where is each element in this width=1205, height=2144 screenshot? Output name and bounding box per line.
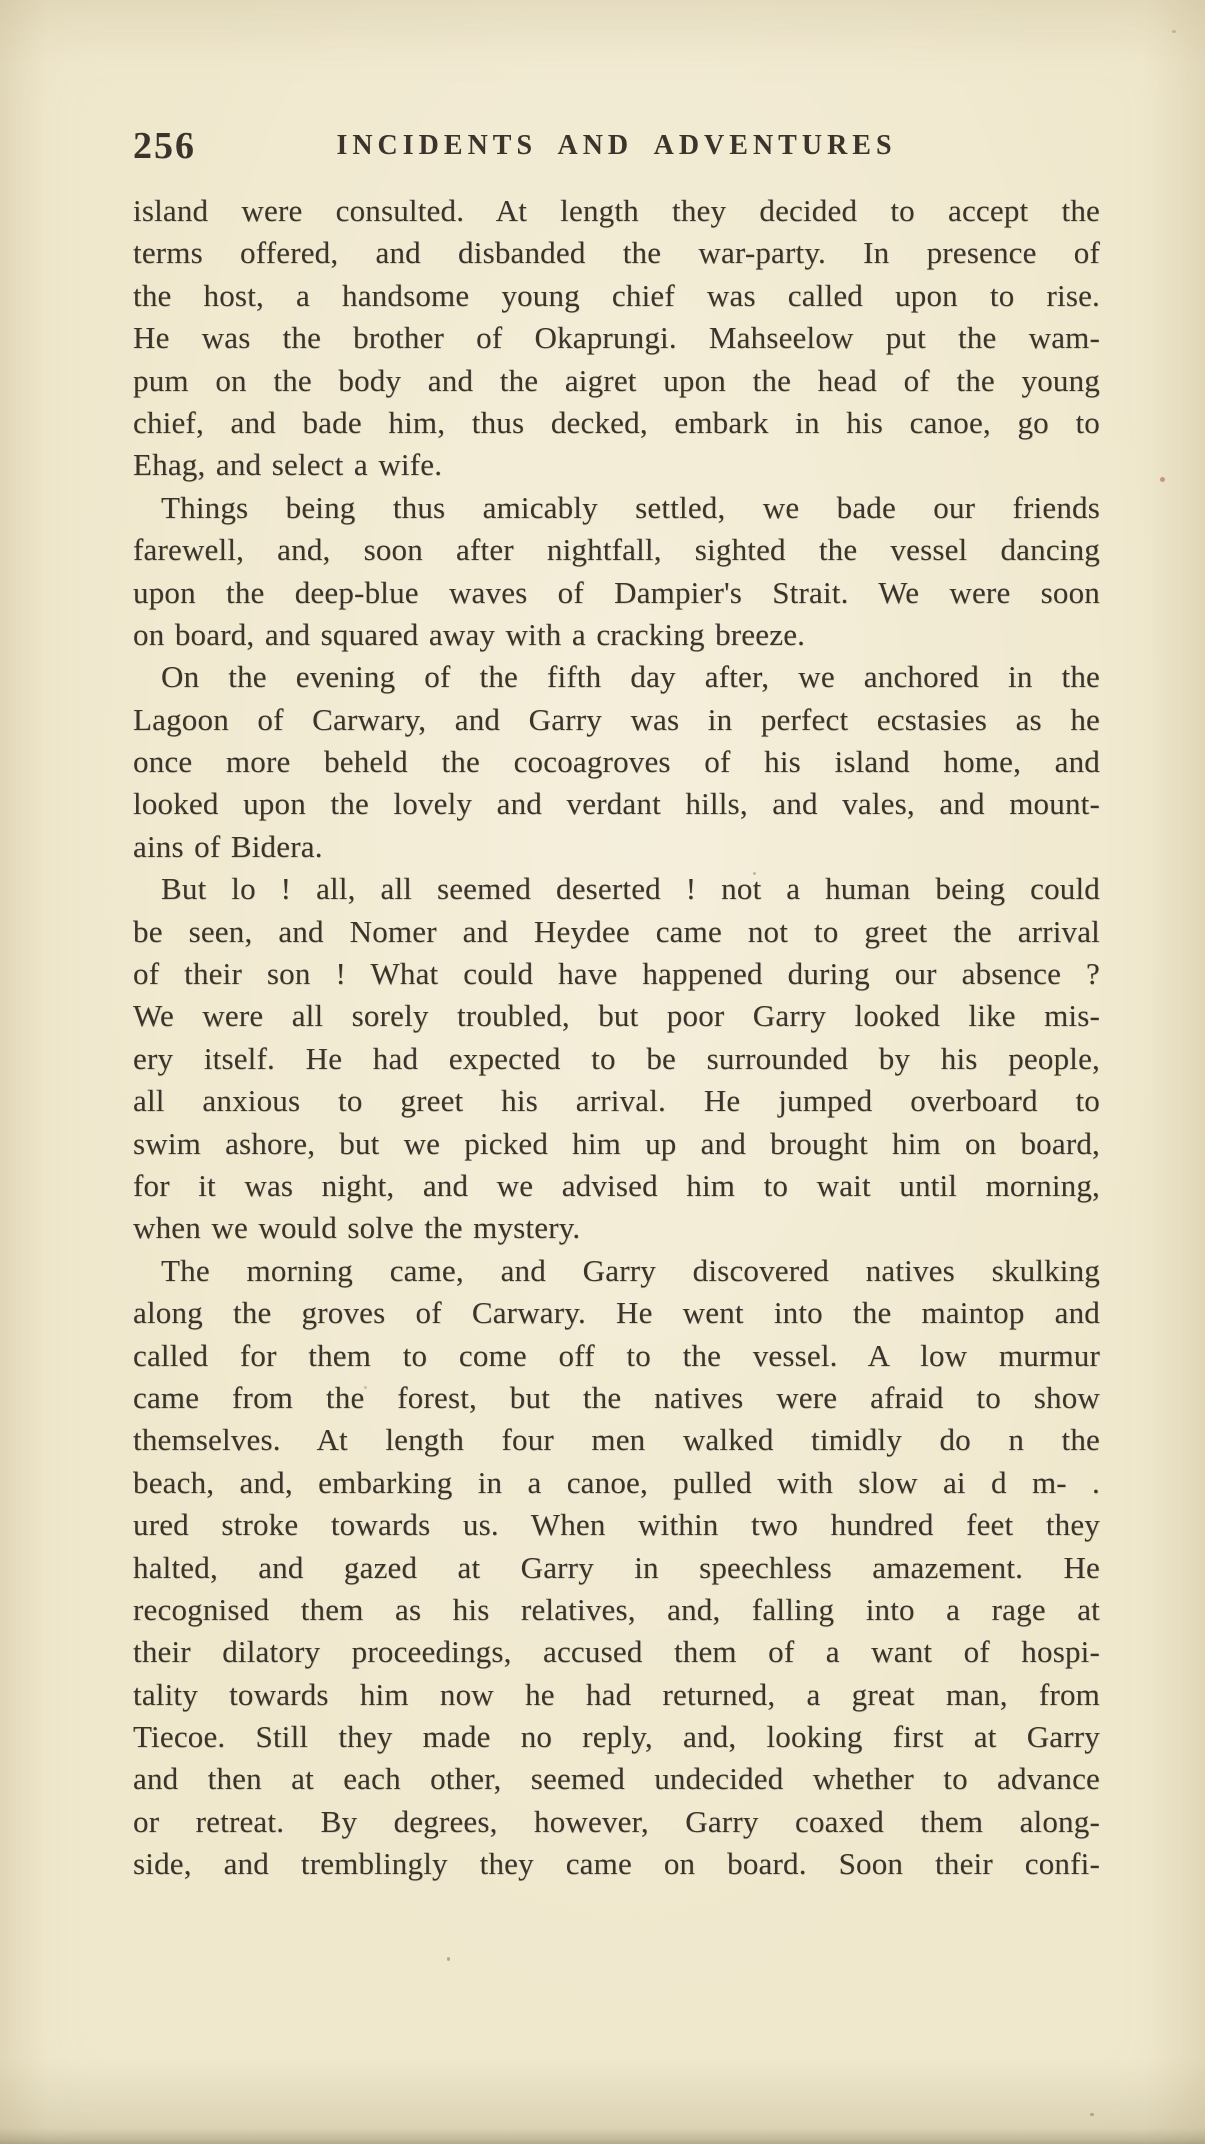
text-line: Ehag, and select a wife.	[133, 447, 443, 483]
paper-speck	[1090, 2113, 1094, 2116]
text-line: side, and tremblingly they came on board. Soon their confi-	[133, 1846, 1100, 1882]
text-line: along the groves of Carwary. He went into the maintop and	[133, 1295, 1100, 1331]
paper-speck	[447, 1957, 450, 1961]
paragraph	[133, 656, 1100, 868]
paper-speck	[1172, 30, 1176, 33]
text-line: be seen, and Nomer and Heydee came not to greet the arrival	[133, 913, 1100, 949]
text-line: chief, and bade him, thus decked, embark in his canoe, go to	[133, 404, 1100, 440]
text-line: and then at each other, seemed undecided whether to advance	[133, 1761, 1100, 1797]
page-header	[133, 122, 1100, 172]
text-line: came from the forest, but the natives were afraid to show	[133, 1379, 1100, 1415]
text-line: beach, and, embarking in a canoe, pulled with slow ai d m- .	[133, 1464, 1100, 1500]
text-line: The morning came, and Garry discovered natives skulking	[161, 1252, 1100, 1288]
text-line: of their son ! What could have happened during our absence ?	[133, 956, 1100, 992]
text-line: terms offered, and disbanded the war-party. In presence of	[133, 235, 1100, 271]
text-line: tality towards him now he had returned, a great man, from	[133, 1676, 1100, 1712]
text-line: or retreat. By degrees, however, Garry coaxed them along-	[133, 1803, 1100, 1839]
text-line: their dilatory proceedings, accused them of a want of hospi-	[133, 1634, 1100, 1670]
paragraph	[133, 1250, 1100, 1886]
page-number: 256	[133, 125, 196, 167]
running-title: INCIDENTS AND ADVENTURES	[336, 130, 897, 161]
text-line: halted, and gazed at Garry in speechless amazement. He	[133, 1549, 1100, 1585]
text-line: Lagoon of Carwary, and Garry was in perfect ecstasies as he	[133, 701, 1100, 737]
paper-speck	[364, 1386, 367, 1389]
text-line: We were all sorely troubled, but poor Garry looked like mis-	[133, 998, 1100, 1034]
text-line: But lo ! all, all seemed deserted ! not a human being could	[161, 871, 1100, 907]
page-text	[133, 190, 1100, 1886]
text-line: the host, a handsome young chief was called upon to rise.	[133, 277, 1100, 313]
text-line: On the evening of the fifth day after, we anchored in the	[161, 659, 1100, 695]
text-line: when we would solve the mystery.	[133, 1210, 581, 1246]
text-line: on board, and squared away with a cracking breeze.	[133, 616, 806, 652]
text-line: island were consulted. At length they decided to accept the	[133, 193, 1100, 228]
text-line: called for them to come off to the vessel. A low murmur	[133, 1337, 1100, 1373]
text-line: pum on the body and the aigret upon the head of the young	[133, 362, 1100, 398]
paragraph	[133, 487, 1100, 657]
text-line: all anxious to greet his arrival. He jumped overboard to	[133, 1083, 1100, 1119]
text-line: ured stroke towards us. When within two hundred feet they	[133, 1507, 1100, 1543]
text-line: recognised them as his relatives, and, falling into a rage at	[133, 1591, 1100, 1627]
paragraph	[133, 190, 1100, 487]
text-line: looked upon the lovely and verdant hills, and vales, and mount-	[133, 786, 1100, 822]
text-line: ery itself. He had expected to be surrounded by his people,	[133, 1040, 1100, 1076]
paragraph	[133, 868, 1100, 1250]
text-line: themselves. At length four men walked timidly do n the	[133, 1422, 1100, 1458]
text-line: ains of Bidera.	[133, 828, 323, 864]
text-line: upon the deep-blue waves of Dampier's Strait. We were soon	[133, 574, 1100, 610]
text-line: Things being thus amicably settled, we bade our friends	[161, 489, 1100, 525]
text-line: farewell, and, soon after nightfall, sighted the vessel dancing	[133, 532, 1100, 568]
text-line: for it was night, and we advised him to wait until morning,	[133, 1167, 1100, 1203]
text-line: He was the brother of Okaprungi. Mahseelow put the wam-	[133, 320, 1100, 356]
paper-speck	[1160, 477, 1165, 482]
text-line: Tiecoe. Still they made no reply, and, looking first at Garry	[133, 1719, 1100, 1755]
page-bottom-edge	[0, 2128, 1205, 2144]
text-line: swim ashore, but we picked him up and brought him on board,	[133, 1125, 1100, 1161]
text-line: once more beheld the cocoagroves of his island home, and	[133, 744, 1100, 780]
paper-speck	[753, 872, 756, 875]
